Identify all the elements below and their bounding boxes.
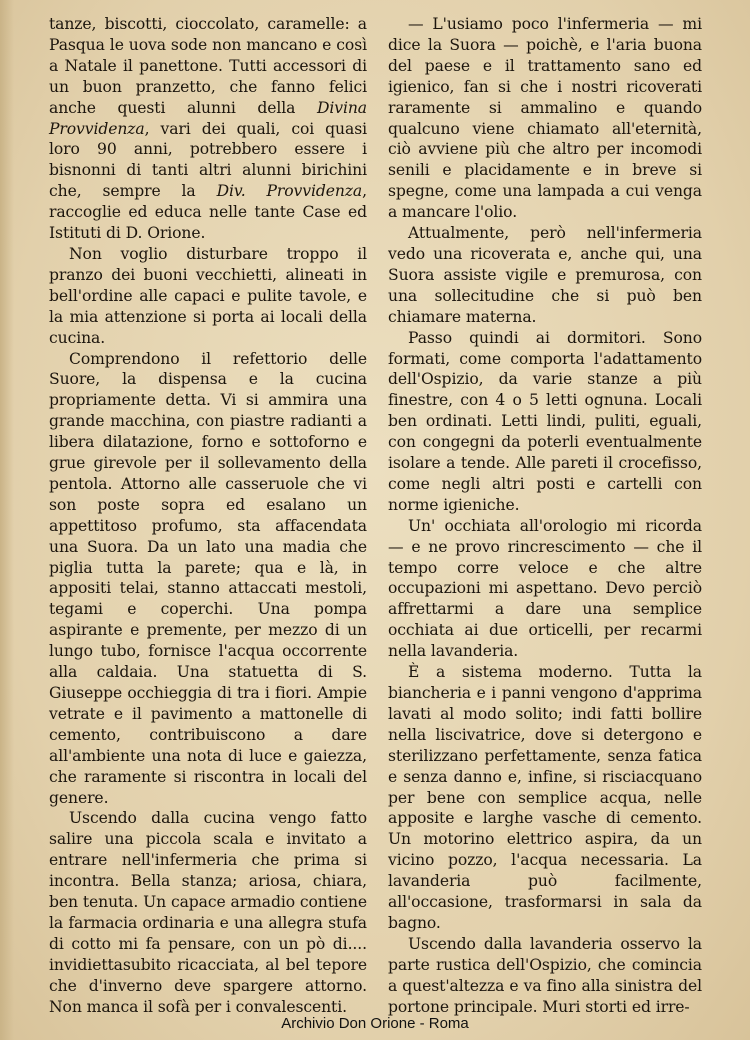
- paragraph: [388, 14, 702, 223]
- paragraph-text: Uscendo dalla lavanderia osservo la parte rustica dell'Ospizio, che comincia a quest'altezza e va fino alla sinistra del portone principale. Muri storti ed irre-: [388, 934, 702, 1016]
- paragraph-text: Un' occhiata all'orologio mi ricorda — e ne provo rincrescimento — che il tempo corre veloce e che altre occupazioni mi aspettano. Devo perciò affrettarmi a dare una semplice occhiata ai due orticelli, per recarmi nella lavanderia.: [388, 516, 702, 661]
- paragraph: [388, 328, 702, 516]
- paragraph: [49, 14, 367, 244]
- italic-title-text: Divina Provvidenza: [49, 98, 367, 138]
- paragraph: [388, 223, 702, 328]
- paragraph: [49, 244, 367, 349]
- paragraph-text: , vari dei quali, coi quasi loro 90 anni, potrebbero essere i bisnonni di tanti altri alunni birichini che, sempre la: [49, 119, 367, 201]
- paragraph: [49, 349, 367, 809]
- paragraph-text: — L'usiamo poco l'infermeria — mi dice la Suora — poichè, e l'aria buona del paese e il trattamento sano ed igienico, fan si che i nostri ricoverati raramente si ammalino e quando qualcuno viene chiamato all'eternità, ciò avviene più che altro per incomodi senili e placidamente e in breve si spegne, come una lampada a cui venga a mancare l'olio.: [388, 15, 702, 222]
- paragraph-text: Comprendono il refettorio delle Suore, la dispensa e la cucina propriamente detta. Vi si ammira una grande macchina, con piastre radianti a libera dilatazione, forno e sottoforno e grue girevole per il sollevamento della pentola. Attorno alle casseruole che vi son poste sopra ed esalano un appettitoso profumo, sta affacendata una Suora. Da un lato una madia che piglia tutta la parete; qua e là, in appositi telai, stanno attaccati mestoli, tegami e coperchi. Una pompa aspirante e premente, per mezzo di un lungo tubo, fornisce l'acqua occorrente alla caldaia. Una statuetta di S. Giuseppe occhieggia di tra i fiori. Ampie vetrate e il pavimento a mattonelle di cemento, contribuiscono a dare all'ambiente una nota di luce e gaiezza, che raramente si riscontra in locali del genere.: [49, 349, 367, 807]
- right-text-column: [388, 14, 702, 1018]
- paragraph-text: , raccoglie ed educa nelle tante Case ed Istituti di D. Orione.: [49, 182, 367, 243]
- paragraph-text: Uscendo dalla cucina vengo fatto salire una piccola scala e invitato a entrare nell'infermeria che prima si incontra. Bella stanza; ariosa, chiara, ben tenuta. Un capace armadio contiene la farmacia ordinaria e una allegra stufa di cotto mi fa pensare, con un pò di.... invidiettasubito ricacciata, al bel tepore che d'inverno deve spargere attorno. Non manca il sofà per i convalescenti.: [49, 809, 367, 1016]
- paragraph: [388, 516, 702, 662]
- paragraph: [388, 934, 702, 1018]
- left-text-column: [49, 14, 367, 1018]
- archive-footer: Archivio Don Orione - Roma: [281, 1015, 469, 1032]
- italic-title-text: Div. Provvidenza: [216, 182, 363, 201]
- paragraph-text: Non voglio disturbare troppo il pranzo dei buoni vecchietti, alineati in bell'ordine alle capaci e pulite tavole, e la mia attenzione si porta ai locali della cucina.: [49, 244, 367, 347]
- page-left-edge-shadow: [0, 0, 14, 1040]
- paragraph-text: Attualmente, però nell'infermeria vedo una ricoverata e, anche qui, una Suora assiste vigile e premurosa, con una sollecitudine che si può ben chiamare materna.: [388, 224, 702, 326]
- paragraph-text: Passo quindi ai dormitori. Sono formati, come comporta l'adattamento dell'Ospizio, da varie stanze a più finestre, con 4 o 5 letti ognuna. Locali ben ordinati. Letti lindi, puliti, eguali, con congegni da poterli eventualmente isolare a tende. Alle pareti il crocefisso, come negli altri posti e cartelli con norme igieniche.: [388, 328, 702, 514]
- paragraph: [49, 808, 367, 1017]
- paragraph: [388, 662, 702, 934]
- paragraph-text: tanze, biscotti, cioccolato, caramelle: a Pasqua le uova sode non mancano e così a Natale il panettone. Tutti accessori di un buon pranzetto, che fanno felici anche questi alunni della: [49, 15, 367, 117]
- paragraph-text: È a sistema moderno. Tutta la biancheria e i panni vengono d'apprima lavati al modo solito; indi fatti bollire nella liscivatrice, dove si detergono e sterilizzano perfettamente, senza fatica e senza danno e, infine, si risciacquano per bene con semplice acqua, nelle apposite e larghe vasche di cemento. Un motorino elettrico aspira, da un vicino pozzo, l'acqua necessaria. La lavanderia può facilmente, all'occasione, trasformarsi in sala da bagno.: [388, 663, 702, 932]
